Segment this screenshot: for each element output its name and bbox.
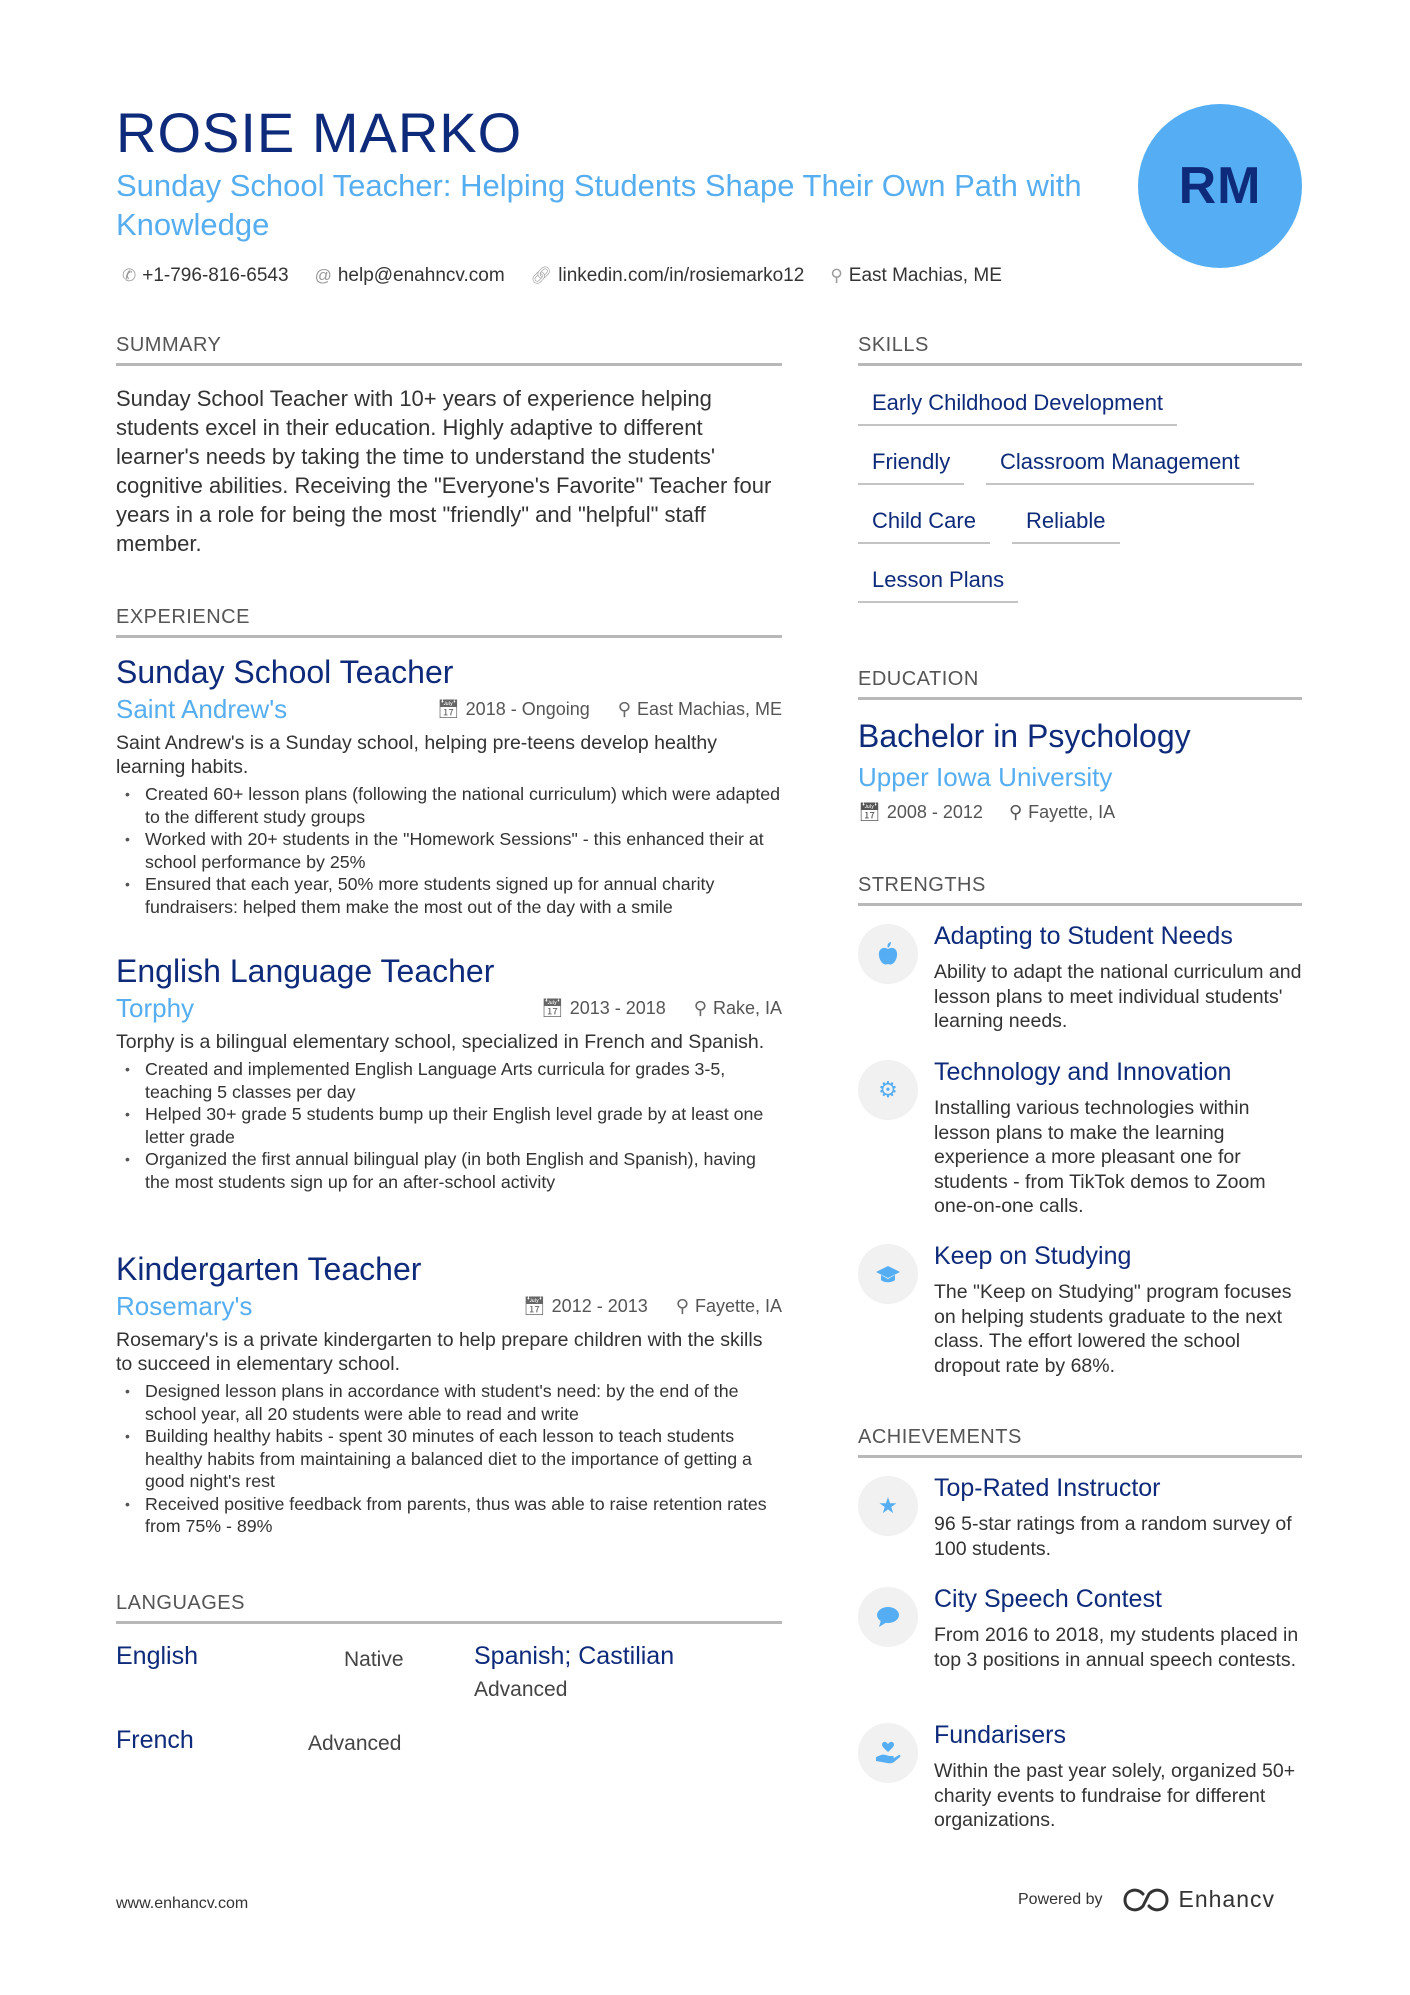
bullet-item: • Worked with 20+ students in the "Homework Sessions" - this enhanced their at school performance by 25% (116, 828, 782, 873)
language-name: English (116, 1642, 198, 1670)
bullet-item: • Created and implemented English Language Arts curricula for grades 3-5, teaching 5 classes per day (116, 1058, 782, 1103)
bullet-item: • Received positive feedback from parents, thus was able to raise retention rates from 75% - 89% (116, 1493, 782, 1538)
job-location: ⚲ Fayette, IA (675, 1296, 782, 1316)
job-dates: 📅︎ 2018 - Ongoing (436, 699, 590, 719)
school-name: Upper Iowa University (858, 762, 1113, 792)
location-pin-icon: ⚲ (675, 1296, 689, 1316)
link-icon: 🔗︎ (530, 266, 553, 285)
summary-text: Sunday School Teacher with 10+ years of experience helping students excel in their education. Highly adaptive to different learner's needs by taking the time to understand the students' cognitive abilities. Receiving the "Everyone's Favorite" Teacher four years in a role for being the most "friendly" and "helpful" staff member. (116, 386, 772, 556)
company-name: Saint Andrew's (116, 694, 288, 724)
job-dates: 📅︎ 2013 - 2018 (540, 998, 666, 1018)
language-level: Advanced (474, 1678, 568, 1701)
headline: Sunday School Teacher: Helping Students Shape Their Own Path with Knowledge (116, 168, 1082, 242)
achievement-text: 96 5-star ratings from a random survey of 100 students. (934, 1513, 1292, 1560)
education-title: EDUCATION (858, 668, 1302, 700)
job-entry (116, 1249, 782, 1538)
strength-text: Ability to adapt the national curriculum and lesson plans to meet individual students' learning needs. (934, 961, 1302, 1032)
contact-location (830, 265, 1002, 287)
skill-tag: Classroom Management (986, 449, 1254, 485)
brand-logo[interactable] (1123, 1886, 1276, 1913)
strength-text: The "Keep on Studying" program focuses on helping students graduate to the next class. The effort lowered the school dropout rate by 68%. (934, 1281, 1292, 1377)
strength-title: Keep on Studying (934, 1242, 1132, 1270)
footer-site[interactable]: www.enhancv.com (116, 1895, 249, 1912)
avatar: RM (1138, 104, 1302, 268)
bullet-item: • Organized the first annual bilingual play (in both English and Spanish), having the most students sign up for an after-school activity (116, 1148, 782, 1193)
skill-tag: Lesson Plans (858, 567, 1018, 603)
bullet-item: • Designed lesson plans in accordance with student's need: by the end of the school year, all 20 students were able to read and write (116, 1380, 782, 1425)
achievement-text: From 2016 to 2018, my students placed in top 3 positions in annual speech contests. (934, 1624, 1299, 1671)
footer-branding (1018, 1886, 1275, 1913)
summary-title: SUMMARY (116, 334, 782, 366)
company-name: Rosemary's (116, 1291, 253, 1321)
calendar-icon: 📅︎ (858, 802, 881, 822)
languages-title: LANGUAGES (116, 1592, 782, 1624)
phone-icon: ✆ (122, 266, 137, 285)
experience-title: EXPERIENCE (116, 606, 782, 638)
bullet-item: • Ensured that each year, 50% more students signed up for annual charity fundraisers: helped them make the most out of the day with a smile (116, 873, 782, 918)
achievement-title: City Speech Contest (934, 1585, 1162, 1613)
education-location: ⚲ Fayette, IA (1008, 802, 1116, 822)
star-icon: ★ (858, 1476, 918, 1536)
job-description: Torphy is a bilingual elementary school, specialized in French and Spanish. (116, 1031, 765, 1053)
location-pin-icon: ⚲ (830, 266, 843, 285)
achievements-title: ACHIEVEMENTS (858, 1426, 1302, 1458)
location-pin-icon: ⚲ (1008, 802, 1023, 822)
contact-phone[interactable] (122, 265, 289, 287)
job-title: Kindergarten Teacher (116, 1251, 422, 1287)
contact-bar (122, 265, 1002, 287)
candidate-name: ROSIE MARKO (116, 101, 523, 164)
language-level: Native (344, 1648, 404, 1671)
job-entry (116, 652, 782, 918)
skill-tag: Early Childhood Development (858, 390, 1177, 426)
hand-heart-icon (858, 1723, 918, 1783)
brand-name: Enhancv (1178, 1886, 1276, 1912)
enhancv-logo-icon (1123, 1888, 1169, 1912)
language-level: Advanced (308, 1732, 402, 1755)
speech-bubble-icon (858, 1587, 918, 1647)
contact-linkedin[interactable] (531, 265, 805, 287)
achievement-title: Fundarisers (934, 1721, 1066, 1749)
calendar-icon: 📅︎ (522, 1296, 546, 1316)
skills-title: SKILLS (858, 334, 1302, 366)
location-pin-icon: ⚲ (693, 998, 707, 1018)
job-title: English Language Teacher (116, 953, 495, 989)
achievement-title: Top-Rated Instructor (934, 1474, 1161, 1502)
job-bullets (116, 1058, 782, 1193)
email-text: help@enahncv.com (337, 265, 505, 286)
company-name: Torphy (116, 993, 195, 1023)
skill-tag: Reliable (1012, 508, 1120, 544)
bullet-item: • Helped 30+ grade 5 students bump up their English level grade by at least one letter grade (116, 1103, 782, 1148)
linkedin-text: linkedin.com/in/rosiemarko12 (558, 265, 805, 286)
language-name: Spanish; Castilian (474, 1642, 675, 1670)
skill-tag: Friendly (858, 449, 964, 485)
calendar-icon: 📅︎ (540, 998, 564, 1018)
bullet-item: • Building healthy habits - spent 30 minutes of each lesson to teach students healthy habits from maintaining a balanced diet to the importance of getting a good night's rest (116, 1425, 782, 1493)
phone-text: +1-796-816-6543 (142, 265, 289, 286)
bullet-item: • Created 60+ lesson plans (following the national curriculum) which were adapted to the different study groups (116, 783, 782, 828)
at-icon: @ (314, 266, 332, 285)
language-name: French (116, 1726, 194, 1754)
skill-tag: Child Care (858, 508, 990, 544)
achievement-text: Within the past year solely, organized 50+ charity events to fundraise for different organizations. (934, 1760, 1296, 1831)
location-pin-icon: ⚲ (617, 699, 631, 719)
strength-text: Installing various technologies within lesson plans to make the learning experience a more pleasant one for students - from TikTok demos to Zoom one-on-one calls. (934, 1097, 1266, 1217)
strengths-title: STRENGTHS (858, 874, 1302, 906)
graduation-cap-icon (858, 1244, 918, 1304)
job-description: Saint Andrew's is a Sunday school, helping pre-teens develop healthy learning habits. (116, 732, 718, 778)
job-location: ⚲ East Machias, ME (617, 699, 782, 719)
powered-by-label: Powered by (1018, 1890, 1103, 1908)
location-text: East Machias, ME (848, 265, 1002, 286)
job-description: Rosemary's is a private kindergarten to help prepare children with the skills to succeed in elementary school. (116, 1329, 763, 1375)
contact-email[interactable] (315, 265, 505, 287)
job-title: Sunday School Teacher (116, 654, 454, 690)
education-dates: 📅︎ 2008 - 2012 (858, 802, 983, 822)
education-meta (858, 802, 1115, 823)
degree: Bachelor in Psychology (858, 718, 1191, 754)
job-bullets (116, 783, 782, 918)
job-dates: 📅︎ 2012 - 2013 (522, 1296, 648, 1316)
calendar-icon: 📅︎ (436, 699, 460, 719)
apple-icon (858, 924, 918, 984)
strength-title: Technology and Innovation (934, 1058, 1232, 1086)
job-bullets (116, 1380, 782, 1538)
job-location: ⚲ Rake, IA (693, 998, 782, 1018)
gear-icon: ⚙ (858, 1060, 918, 1120)
job-entry (116, 951, 782, 1193)
strength-title: Adapting to Student Needs (934, 922, 1233, 950)
